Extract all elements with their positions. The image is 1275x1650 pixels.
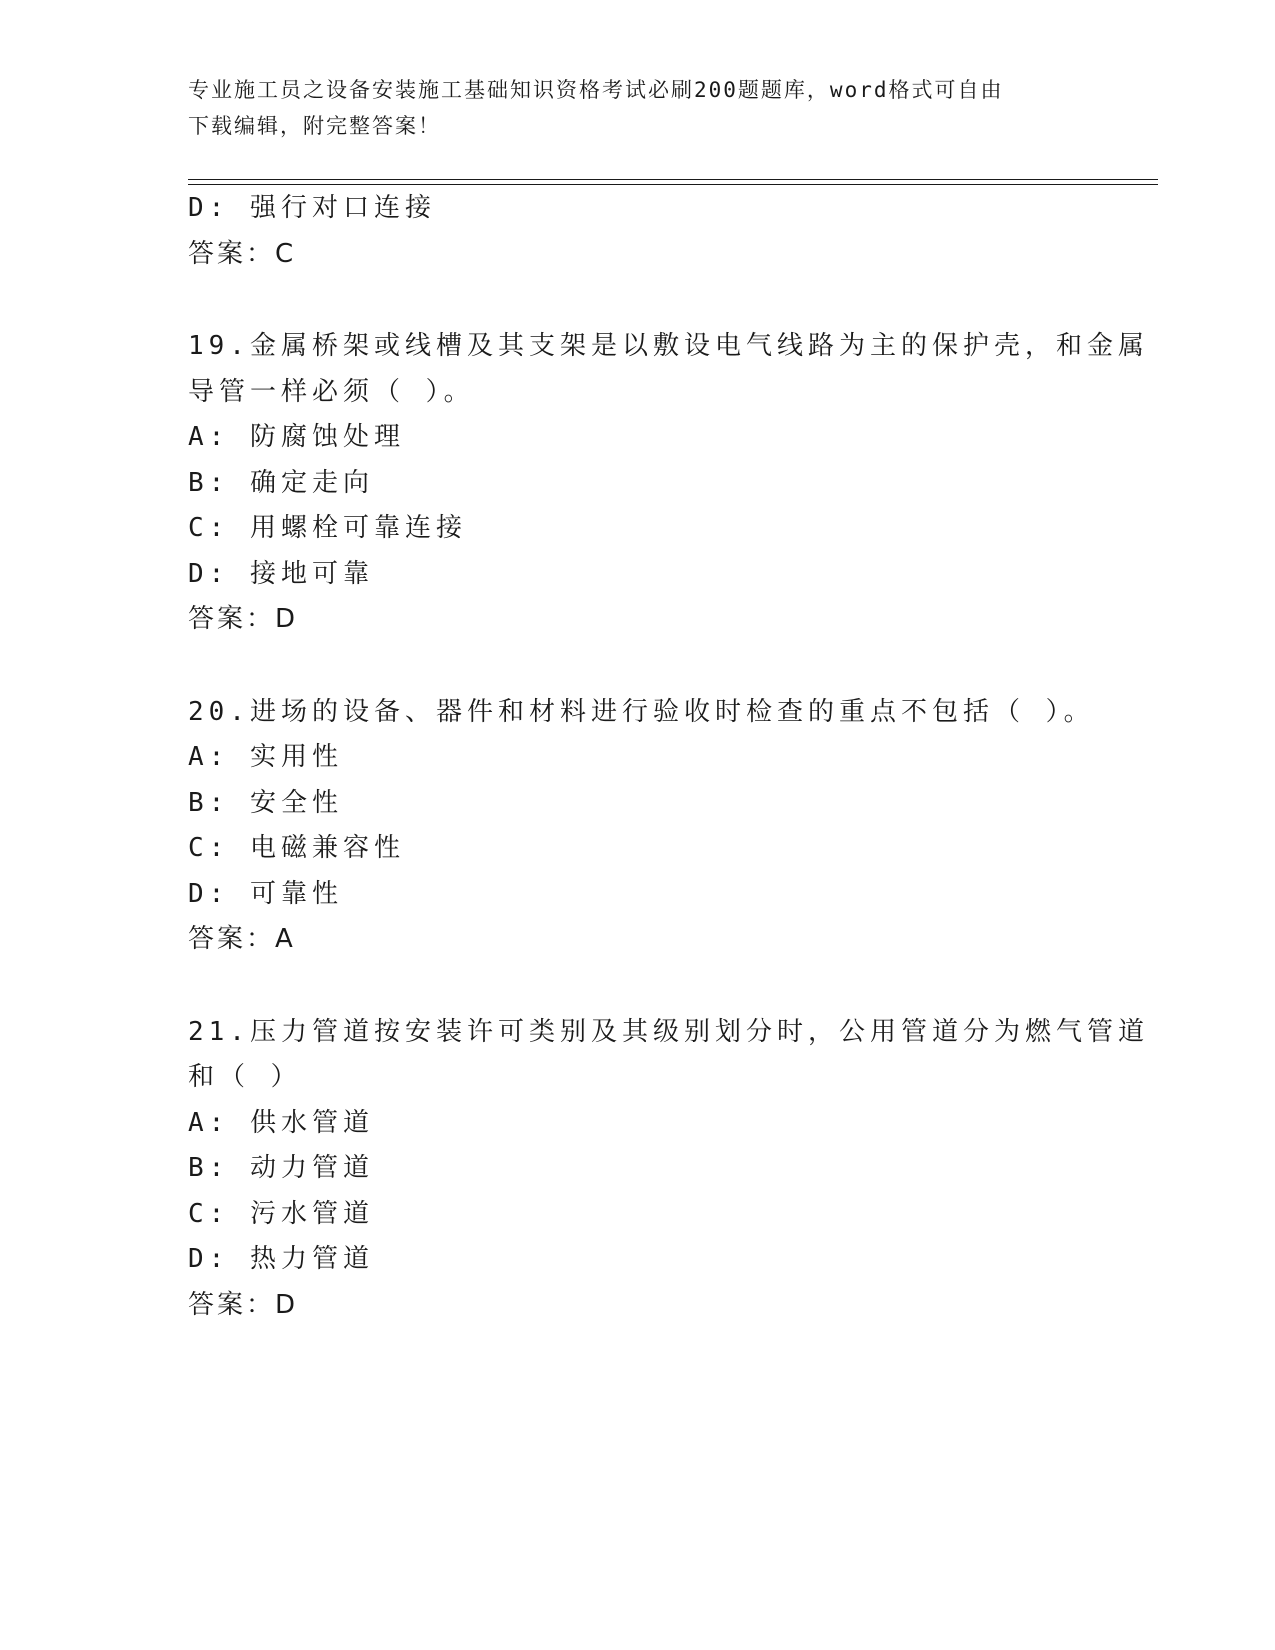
question-stem-line-2: 和（ ） [188, 1062, 302, 1092]
header-title-line-2: 下载编辑，附完整答案！ [188, 114, 441, 138]
option-b: B: 动力管道 [188, 1153, 374, 1183]
option-c: C: 污水管道 [188, 1198, 374, 1229]
question-stem-line-1: 19.金属桥架或线槽及其支架是以敷设电气线路为主的保护壳，和金属 [188, 331, 1149, 361]
spacer [188, 277, 1088, 324]
answer: 答案：D [188, 604, 299, 634]
option-c: C: 电磁兼容性 [188, 833, 405, 863]
answer: 答案：D [188, 1289, 299, 1320]
header-title-line-1: 专业施工员之设备安装施工基础知识资格考试必刷200题题库，word格式可自由 [188, 78, 1004, 102]
question-stem-line-2: 导管一样必须（ ）。 [188, 376, 475, 407]
spacer [188, 963, 1088, 1010]
option-d: D: 热力管道 [188, 1244, 374, 1274]
answer: 答案：A [188, 924, 296, 954]
answer: 答案：C [188, 238, 297, 269]
option-d: D: 接地可靠 [188, 558, 374, 589]
option-b: B: 安全性 [188, 787, 343, 818]
document-header [188, 72, 1068, 144]
question-20 [188, 690, 1095, 963]
option-d: D: 强行对口连接 [188, 193, 436, 223]
option-a: A: 防腐蚀处理 [188, 422, 405, 452]
option-b: B: 确定走向 [188, 467, 374, 498]
option-d: D: 可靠性 [188, 878, 343, 909]
question-stem-line-1: 20.进场的设备、器件和材料进行验收时检查的重点不包括（ ）。 [188, 696, 1095, 727]
option-a: A: 实用性 [188, 742, 343, 772]
header-divider-top [188, 179, 1158, 180]
option-c: C: 用螺栓可靠连接 [188, 513, 467, 543]
question-19 [188, 324, 1149, 643]
option-a: A: 供水管道 [188, 1107, 374, 1138]
previous-question-tail [188, 186, 1088, 277]
header-divider-bottom [188, 184, 1158, 185]
spacer [188, 643, 1088, 690]
question-content [188, 186, 1149, 1328]
question-stem-line-1: 21.压力管道按安装许可类别及其级别划分时，公用管道分为燃气管道 [188, 1016, 1149, 1047]
question-21 [188, 1010, 1149, 1329]
